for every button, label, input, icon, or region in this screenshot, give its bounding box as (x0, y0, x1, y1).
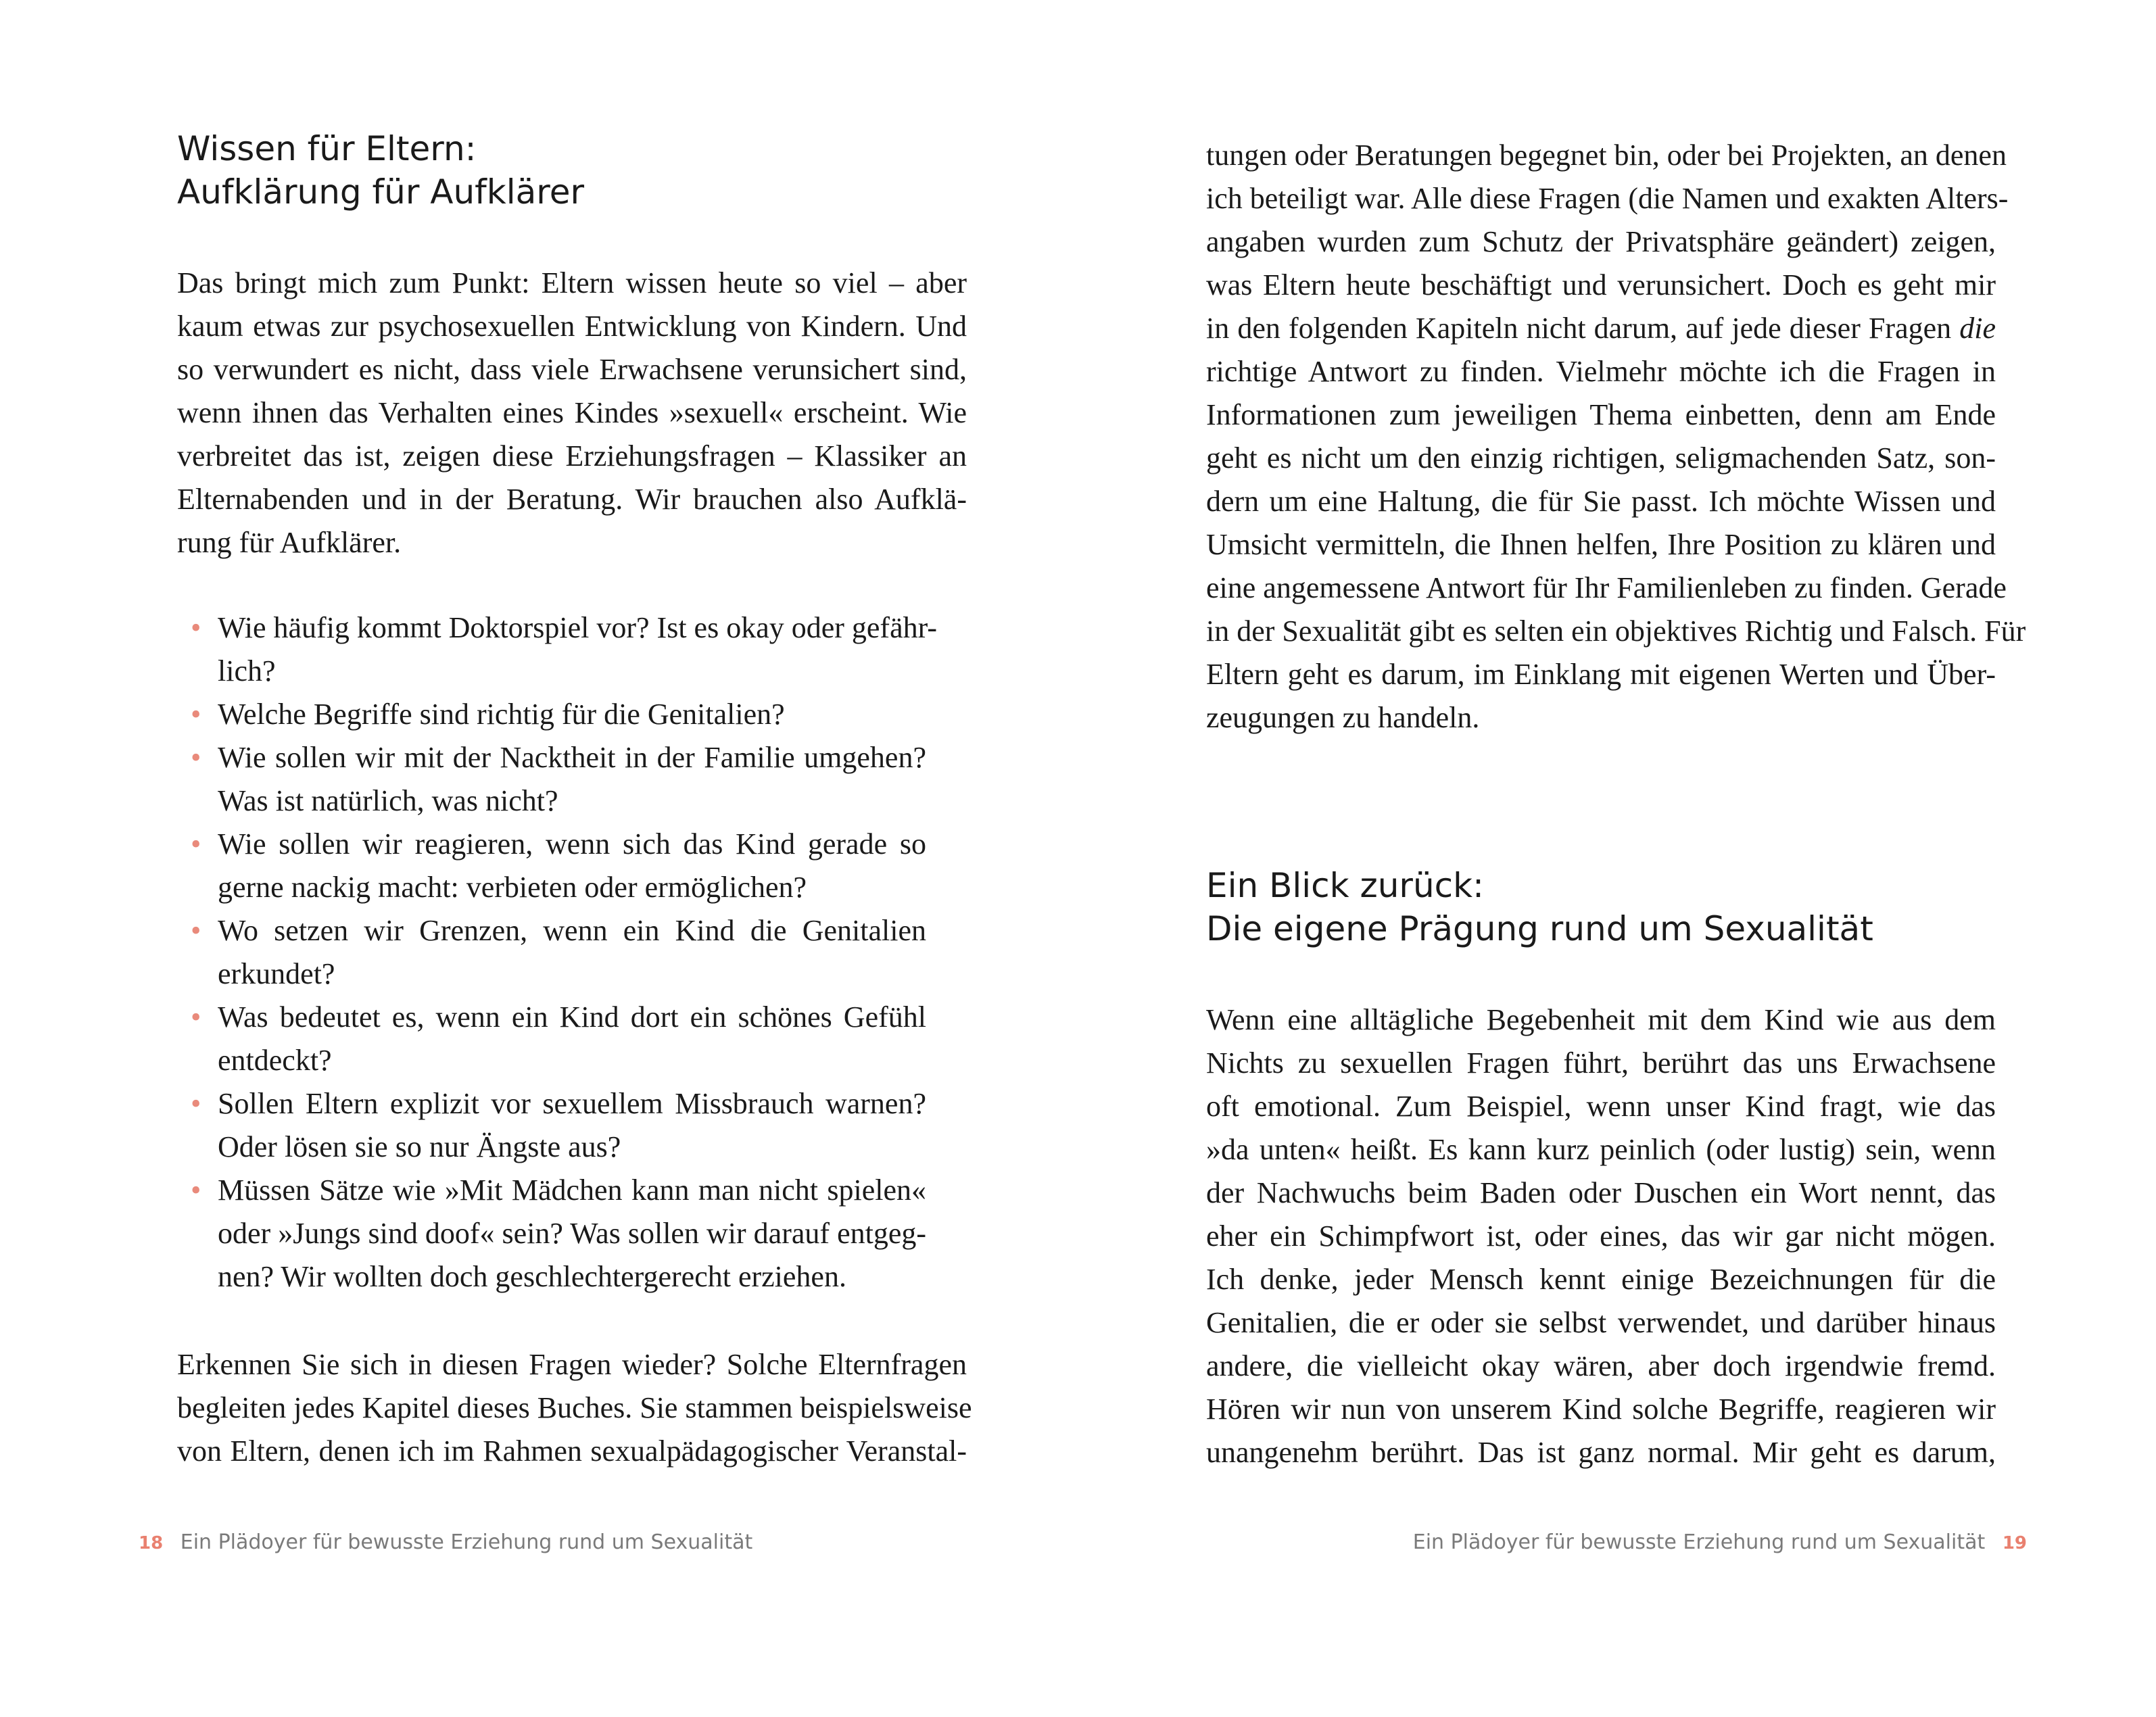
list-item (177, 693, 926, 736)
text-line: Wie häufig kommt Doktorspiel vor? Ist es okay oder gefähr- (218, 611, 938, 644)
text-line: Was ist natürlich, was nicht? (218, 784, 558, 817)
text-line: Wo setzen wir Grenzen, wenn ein Kind die Genitalien (218, 914, 926, 947)
heading-line: Wissen für Eltern: (177, 129, 477, 168)
continuation-paragraph (1206, 134, 2026, 740)
list-item (177, 1169, 926, 1299)
bullet-icon: • (191, 914, 201, 947)
text-line: Informationen zum jeweiligen Thema einbetten, denn am Ende (1206, 398, 1996, 431)
text-line: Nichts zu sexuellen Fragen führt, berührt das uns Erwachsene (1206, 1046, 1996, 1080)
bullet-icon: • (191, 698, 201, 731)
text-line: kaum etwas zur psychosexuellen Entwicklung von Kindern. Und (177, 310, 967, 343)
text-line: oft emotional. Zum Beispiel, wenn unser Kind fragt, wie das (1206, 1090, 1996, 1123)
text-line: in der Sexualität gibt es selten ein objektives Richtig und Falsch. Für (1206, 614, 2026, 648)
text-line (1206, 307, 1996, 350)
closing-paragraph (177, 1343, 972, 1473)
text-line: zeugungen zu handeln. (1206, 701, 1480, 734)
text-line: andere, die vielleicht okay wären, aber doch irgendwie fremd. (1206, 1349, 1996, 1382)
text-line: nen? Wir wollten doch geschlechtergerecht erziehen. (218, 1260, 846, 1293)
bullet-icon: • (191, 1000, 201, 1034)
list-item (177, 1082, 926, 1169)
text-line: unangenehm berührt. Das ist ganz normal. Mir geht es darum, (1206, 1436, 1996, 1469)
page-number: 19 (2002, 1533, 2027, 1553)
text-line: der Nachwuchs beim Baden oder Duschen ein Wort nennt, das (1206, 1176, 1996, 1209)
text-line: wenn ihnen das Verhalten eines Kindes »sexuell« erscheint. Wie (177, 396, 967, 429)
list-item (177, 996, 926, 1082)
text-line: Eltern geht es darum, im Einklang mit eigenen Werten und Über- (1206, 658, 1996, 691)
text-line: Sollen Eltern explizit vor sexuellem Missbrauch warnen? (218, 1087, 926, 1120)
section-heading-blick-zurueck (1206, 864, 2051, 950)
text-line: Müssen Sätze wie »Mit Mädchen kann man nicht spielen« (218, 1174, 926, 1207)
text-line: Oder lösen sie so nur Ängste aus? (218, 1130, 621, 1163)
text-line: Wie sollen wir mit der Nacktheit in der Familie umgehen? (218, 741, 926, 774)
running-footer-title: Ein Plädoyer für bewusste Erziehung rund um Sexualität (180, 1530, 753, 1554)
text-line: Hören wir nun von unserem Kind solche Begriffe, reagieren wir (1206, 1393, 1996, 1426)
text-line: von Eltern, denen ich im Rahmen sexualpädagogischer Veranstal- (177, 1434, 967, 1468)
text-line: tungen oder Beratungen begegnet bin, oder bei Projekten, an denen (1206, 139, 2007, 172)
heading-line: Aufklärung für Aufklärer (177, 172, 585, 212)
bullet-icon: • (191, 741, 201, 774)
heading-line: Die eigene Prägung rund um Sexualität (1206, 909, 1873, 948)
list-item (177, 606, 938, 693)
text-line: verbreitet das ist, zeigen diese Erziehungsfragen – Klassiker an (177, 439, 967, 473)
text-line: Welche Begriffe sind richtig für die Genitalien? (218, 698, 785, 731)
text-line: lich? (218, 654, 276, 687)
question-list (177, 606, 938, 1299)
intro-paragraph (177, 262, 967, 564)
right-page (1078, 0, 2155, 1717)
text-line: rung für Aufklärer. (177, 526, 402, 559)
text-line: geht es nicht um den einzig richtigen, seligmachenden Satz, son- (1206, 441, 1996, 475)
text-line: Wie sollen wir reagieren, wenn sich das Kind gerade so (218, 827, 926, 861)
heading-line: Ein Blick zurück: (1206, 866, 1484, 905)
text-line: angaben wurden zum Schutz der Privatsphäre geändert) zeigen, (1206, 225, 1996, 258)
list-item (177, 909, 926, 996)
text-line: oder »Jungs sind doof« sein? Was sollen wir darauf entgeg- (218, 1217, 926, 1250)
emphasis-word: die (1959, 312, 1996, 345)
text-line: dern um eine Haltung, die für Sie passt. Ich möchte Wissen und (1206, 485, 1996, 518)
page-number: 18 (139, 1533, 164, 1553)
text-line: so verwundert es nicht, dass viele Erwachsene verunsichert sind, (177, 353, 967, 386)
text-line: gerne nackig macht: verbieten oder ermöglichen? (218, 871, 807, 904)
bullet-icon: • (191, 611, 201, 644)
bullet-icon: • (191, 827, 201, 861)
bullet-icon: • (191, 1174, 201, 1207)
running-footer-title: Ein Plädoyer für bewusste Erziehung rund um Sexualität (1412, 1530, 1986, 1554)
list-item (177, 736, 926, 823)
text-line: Elternabenden und in der Beratung. Wir brauchen also Aufklä- (177, 483, 967, 516)
text-line: erkundet? (218, 957, 335, 990)
text-line: Ich denke, jeder Mensch kennt einige Bezeichnungen für die (1206, 1263, 1996, 1296)
text-line: eher ein Schimpfwort ist, oder eines, das wir gar nicht mögen. (1206, 1219, 1996, 1253)
section-heading-wissen (177, 127, 988, 214)
text-fragment: in den folgenden Kapiteln nicht darum, auf jede dieser Fragen (1206, 312, 1952, 345)
text-line: richtige Antwort zu finden. Vielmehr möchte ich die Fragen in (1206, 355, 1996, 388)
text-line: Wenn eine alltägliche Begebenheit mit dem Kind wie aus dem (1206, 1003, 1996, 1036)
text-line: eine angemessene Antwort für Ihr Familienleben zu finden. Gerade (1206, 571, 2007, 604)
text-line: begleiten jedes Kapitel dieses Buches. Sie stammen beispielsweise (177, 1391, 972, 1424)
text-line: Erkennen Sie sich in diesen Fragen wieder? Solche Elternfragen (177, 1348, 967, 1381)
text-line: ich beteiligt war. Alle diese Fragen (die Namen und exakten Alters- (1206, 182, 2009, 215)
text-line: Was bedeutet es, wenn ein Kind dort ein schönes Gefühl (218, 1000, 926, 1034)
text-line: »da unten« heißt. Es kann kurz peinlich (oder lustig) sein, wenn (1206, 1133, 1996, 1166)
text-line: Umsicht vermitteln, die Ihnen helfen, Ihre Position zu klären und (1206, 528, 1996, 561)
page-footer (139, 1529, 752, 1557)
text-line: entdeckt? (218, 1044, 332, 1077)
text-line: Das bringt mich zum Punkt: Eltern wissen heute so viel – aber (177, 266, 967, 299)
page-footer (1413, 1529, 2027, 1557)
list-item (177, 823, 926, 909)
bullet-icon: • (191, 1087, 201, 1120)
text-line: was Eltern heute beschäftigt und verunsichert. Doch es geht mir (1206, 268, 1996, 301)
body-paragraph (1206, 998, 1996, 1474)
text-line: Genitalien, die er oder sie selbst verwendet, und darüber hinaus (1206, 1306, 1996, 1339)
